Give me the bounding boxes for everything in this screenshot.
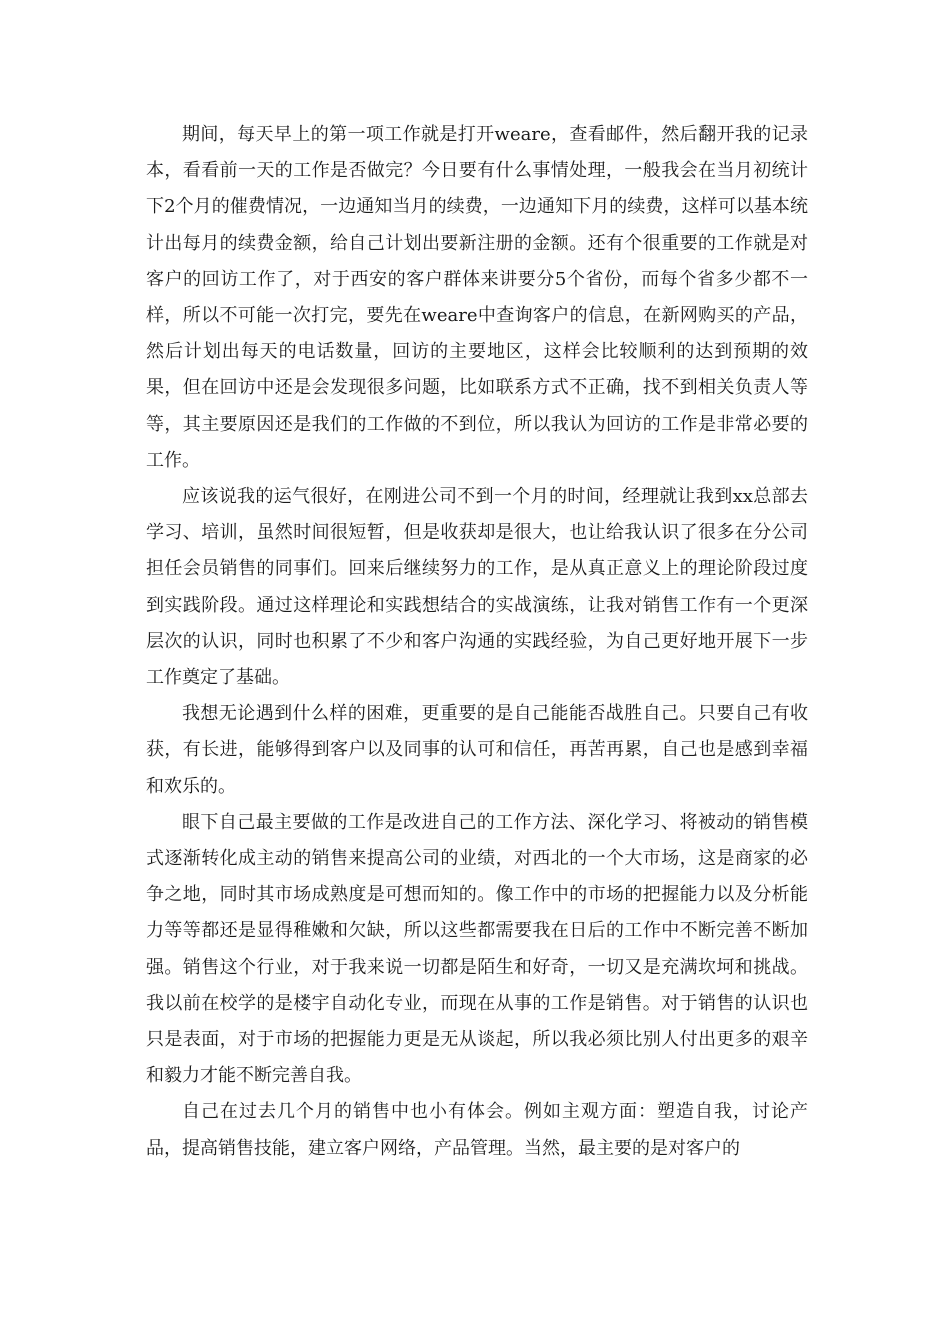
paragraph-5: 自己在过去几个月的销售中也小有体会。例如主观方面：塑造自我，讨论产品，提高销售技能，建立客户网络，产品管理。当然，最主要的是对客户的 (146, 1101, 808, 1159)
paragraph-4: 眼下自己最主要做的工作是改进自己的工作方法、深化学习、将被动的销售模式逐渐转化成主动的销售来提高公司的业绩，对西北的一个大市场，这是商家的必争之地，同时其市场成熟度是可想而知的。像工作中的市场的把握能力以及分析能力等等都还是显得稚嫩和欠缺，所以这些都需要我在日后的工作中不断完善不断加强。销售这个行业，对于我来说一切都是陌生和好奇，一切又是充满坎坷和挑战。我以前在校学的是楼宇自动化专业，而现在从事的工作是销售。对于销售的认识也只是表面，对于市场的把握能力更是无从谈起，所以我必须比别人付出更多的艰辛和毅力才能不断完善自我。 (146, 811, 808, 1087)
document-body (146, 117, 808, 1167)
paragraph-1: 期间，每天早上的第一项工作就是打开weare，查看邮件，然后翻开我的记录本，看看前一天的工作是否做完？今日要有什么事情处理，一般我会在当月初统计下2个月的催费情况，一边通知当月的续费，一边通知下月的续费，这样可以基本统计出每月的续费金额，给自己计划出要新注册的金额。还有个很重要的工作就是对客户的回访工作了，对于西安的客户群体来讲要分5个省份，而每个省多少都不一样，所以不可能一次打完，要先在weare中查询客户的信息，在新网购买的产品，然后计划出每天的电话数量，回访的主要地区，这样会比较顺利的达到预期的效果，但在回访中还是会发现很多问题，比如联系方式不正确，找不到相关负责人等等，其主要原因还是我们的工作做的不到位，所以我认为回访的工作是非常必要的工作。 (146, 124, 808, 471)
paragraph-3: 我想无论遇到什么样的困难，更重要的是自己能能否战胜自己。只要自己有收获，有长进，能够得到客户以及同事的认可和信任，再苦再累，自己也是感到幸福和欢乐的。 (146, 703, 808, 797)
paragraph-2: 应该说我的运气很好，在刚进公司不到一个月的时间，经理就让我到xx总部去学习、培训，虽然时间很短暂，但是收获却是很大，也让给我认识了很多在分公司担任会员销售的同事们。回来后继续努力的工作，是从真正意义上的理论阶段过度到实践阶段。通过这样理论和实践想结合的实战演练，让我对销售工作有一个更深层次的认识，同时也积累了不少和客户沟通的实践经验，为自己更好地开展下一步工作奠定了基础。 (146, 486, 808, 689)
